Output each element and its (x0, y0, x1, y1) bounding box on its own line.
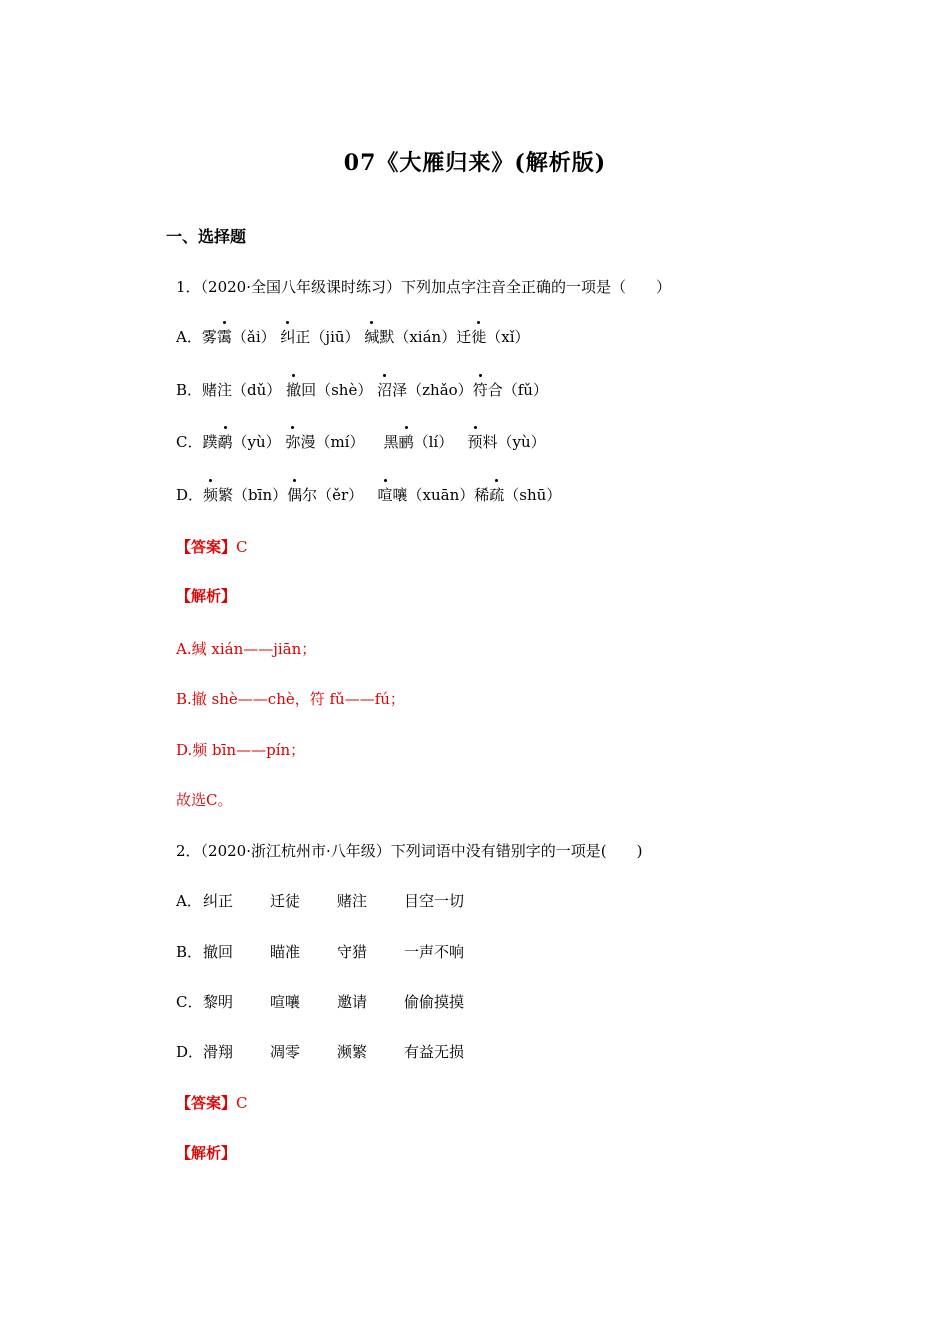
q2-option-a: A．纠正 迁徒 赌注 目空一切 (176, 892, 465, 910)
q2-option-c: C．黎明 喧嚷 邀请 偷偷摸摸 (176, 993, 465, 1011)
section-heading: 一、选择题 (166, 227, 247, 246)
q1-option-d: D．频繁（bīn）偶尔（ěr） 喧嚷（xuān）稀疏（shū） (176, 486, 562, 504)
q1-analysis-line-3: D.频 bīn——pín； (176, 741, 306, 759)
q1-conclusion: 故选C。 (176, 791, 233, 809)
q1-answer: 【答案】C (176, 538, 248, 556)
q2-option-d: D．滑翔 凋零 濒繁 有益无损 (176, 1043, 465, 1061)
q2-answer: 【答案】C (176, 1094, 248, 1112)
question-1-stem: 1．（2020·全国八年级课时练习）下列加点字注音全正确的一项是（ ） (176, 278, 671, 296)
q1-analysis-line-1: A.缄 xián——jiān； (176, 640, 317, 658)
page-title: 07《大雁归来》(解析版) (343, 150, 607, 176)
question-2-stem: 2．（2020·浙江杭州市·八年级）下列词语中没有错别字的一项是( ) (176, 842, 643, 860)
q2-analysis-label: 【解析】 (176, 1144, 237, 1162)
q2-option-b: B．撤回 瞄准 守猎 一声不响 (176, 943, 465, 961)
q1-option-a: A．雾霭（ǎi） 纠正（jiū） 缄默（xián）迁徙（xǐ） (176, 328, 530, 346)
q1-analysis-label: 【解析】 (176, 587, 237, 605)
q1-option-b: B．赌注（dǔ） 撤回（shè） 沼泽（zhǎo）符合（fǔ） (176, 381, 548, 399)
q1-analysis-line-2: B.撤 shè——chè，符 fǔ——fú； (176, 690, 405, 708)
q1-option-c: C．蹼鹬（yù） 弥漫（mí） 黑鹂（lí） 预料（yù） (176, 433, 546, 451)
